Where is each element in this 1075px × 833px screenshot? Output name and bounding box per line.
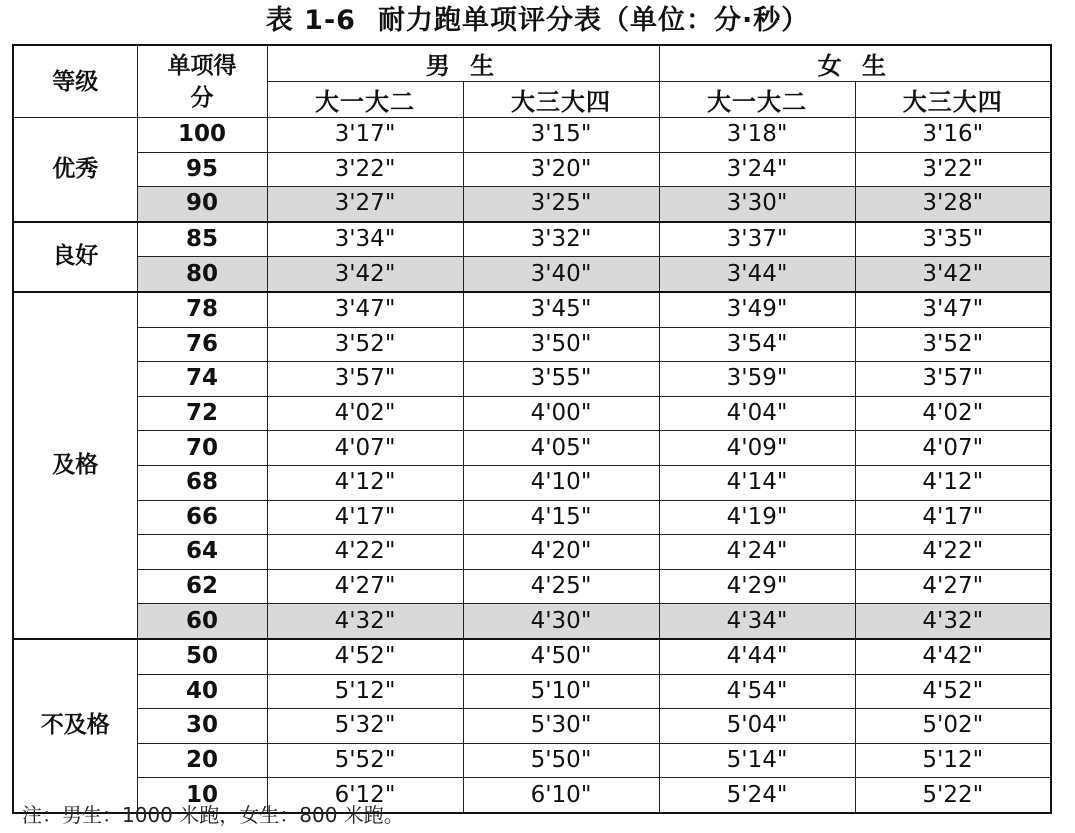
time-cell: 4'22" <box>267 535 463 570</box>
time-cell: 5'30" <box>463 709 659 744</box>
table-row <box>13 187 1051 222</box>
grade-cell: 及格 <box>13 292 137 639</box>
time-cell: 3'54" <box>659 327 855 362</box>
time-cell: 5'12" <box>855 743 1051 778</box>
time-cell: 5'24" <box>659 778 855 813</box>
table-row <box>13 465 1051 500</box>
score-cell: 66 <box>137 500 267 535</box>
table-row <box>13 674 1051 709</box>
time-cell: 3'32" <box>463 222 659 257</box>
header-male-year34: 大三大四 <box>463 82 659 118</box>
time-cell: 4'52" <box>855 674 1051 709</box>
time-cell: 3'47" <box>267 292 463 327</box>
time-cell: 3'52" <box>855 327 1051 362</box>
score-cell: 78 <box>137 292 267 327</box>
time-cell: 3'30" <box>659 187 855 222</box>
time-cell: 3'28" <box>855 187 1051 222</box>
score-cell: 85 <box>137 222 267 257</box>
table-body <box>13 118 1051 813</box>
time-cell: 4'19" <box>659 500 855 535</box>
time-cell: 3'20" <box>463 152 659 187</box>
time-cell: 4'15" <box>463 500 659 535</box>
time-cell: 4'12" <box>267 465 463 500</box>
time-cell: 4'04" <box>659 396 855 431</box>
score-cell: 40 <box>137 674 267 709</box>
score-cell: 30 <box>137 709 267 744</box>
time-cell: 4'12" <box>855 465 1051 500</box>
time-cell: 3'42" <box>855 257 1051 292</box>
time-cell: 4'32" <box>267 604 463 639</box>
time-cell: 3'57" <box>267 362 463 397</box>
time-cell: 3'15" <box>463 118 659 153</box>
time-cell: 4'24" <box>659 535 855 570</box>
table-row <box>13 118 1051 153</box>
time-cell: 6'12" <box>267 778 463 813</box>
time-cell: 3'49" <box>659 292 855 327</box>
score-cell: 95 <box>137 152 267 187</box>
table-row <box>13 222 1051 257</box>
time-cell: 4'22" <box>855 535 1051 570</box>
table-row <box>13 569 1051 604</box>
time-cell: 4'52" <box>267 639 463 674</box>
time-cell: 4'02" <box>267 396 463 431</box>
table-row <box>13 431 1051 466</box>
time-cell: 5'22" <box>855 778 1051 813</box>
table-header <box>13 45 1051 118</box>
table-caption: 耐力跑单项评分表（单位：分·秒） <box>377 5 810 36</box>
time-cell: 4'09" <box>659 431 855 466</box>
score-cell: 100 <box>137 118 267 153</box>
time-cell: 3'34" <box>267 222 463 257</box>
time-cell: 4'54" <box>659 674 855 709</box>
score-cell: 62 <box>137 569 267 604</box>
time-cell: 3'59" <box>659 362 855 397</box>
time-cell: 4'27" <box>267 569 463 604</box>
time-cell: 3'45" <box>463 292 659 327</box>
time-cell: 4'14" <box>659 465 855 500</box>
time-cell: 3'27" <box>267 187 463 222</box>
time-cell: 4'17" <box>855 500 1051 535</box>
time-cell: 5'02" <box>855 709 1051 744</box>
time-cell: 3'40" <box>463 257 659 292</box>
time-cell: 5'50" <box>463 743 659 778</box>
score-cell: 68 <box>137 465 267 500</box>
table-row <box>13 743 1051 778</box>
table-row <box>13 396 1051 431</box>
table-row <box>13 639 1051 674</box>
time-cell: 6'10" <box>463 778 659 813</box>
time-cell: 3'16" <box>855 118 1051 153</box>
time-cell: 5'04" <box>659 709 855 744</box>
time-cell: 3'37" <box>659 222 855 257</box>
score-table <box>12 44 1052 814</box>
header-female-year34: 大三大四 <box>855 82 1051 118</box>
score-cell: 76 <box>137 327 267 362</box>
time-cell: 4'07" <box>267 431 463 466</box>
time-cell: 4'42" <box>855 639 1051 674</box>
table-title <box>0 4 1075 38</box>
table-row <box>13 362 1051 397</box>
header-score-line1: 单项得 <box>167 52 237 79</box>
table-row <box>13 604 1051 639</box>
table-row <box>13 257 1051 292</box>
table-row <box>13 709 1051 744</box>
time-cell: 5'32" <box>267 709 463 744</box>
time-cell: 4'00" <box>463 396 659 431</box>
score-cell: 74 <box>137 362 267 397</box>
time-cell: 5'52" <box>267 743 463 778</box>
grade-cell: 优秀 <box>13 118 137 222</box>
score-cell: 20 <box>137 743 267 778</box>
time-cell: 4'10" <box>463 465 659 500</box>
time-cell: 5'14" <box>659 743 855 778</box>
table-row <box>13 500 1051 535</box>
header-score <box>137 45 267 118</box>
time-cell: 3'47" <box>855 292 1051 327</box>
header-female: 女 生 <box>659 45 1051 82</box>
score-cell: 70 <box>137 431 267 466</box>
time-cell: 4'25" <box>463 569 659 604</box>
time-cell: 5'12" <box>267 674 463 709</box>
score-cell: 80 <box>137 257 267 292</box>
table-row <box>13 152 1051 187</box>
time-cell: 4'29" <box>659 569 855 604</box>
time-cell: 4'05" <box>463 431 659 466</box>
time-cell: 3'22" <box>267 152 463 187</box>
header-score-line2: 分 <box>190 84 214 111</box>
header-female-year12: 大一大二 <box>659 82 855 118</box>
time-cell: 3'42" <box>267 257 463 292</box>
time-cell: 4'02" <box>855 396 1051 431</box>
score-cell: 60 <box>137 604 267 639</box>
time-cell: 4'44" <box>659 639 855 674</box>
time-cell: 4'07" <box>855 431 1051 466</box>
table-row <box>13 327 1051 362</box>
score-cell: 64 <box>137 535 267 570</box>
time-cell: 3'52" <box>267 327 463 362</box>
table-row <box>13 292 1051 327</box>
table-row <box>13 535 1051 570</box>
table-number: 表 1-6 <box>265 5 356 36</box>
score-cell: 72 <box>137 396 267 431</box>
time-cell: 3'17" <box>267 118 463 153</box>
time-cell: 4'34" <box>659 604 855 639</box>
score-cell: 50 <box>137 639 267 674</box>
header-male-year12: 大一大二 <box>267 82 463 118</box>
grade-cell: 良好 <box>13 222 137 292</box>
time-cell: 3'22" <box>855 152 1051 187</box>
time-cell: 4'50" <box>463 639 659 674</box>
time-cell: 4'17" <box>267 500 463 535</box>
time-cell: 3'50" <box>463 327 659 362</box>
score-cell: 10 <box>137 778 267 813</box>
time-cell: 5'10" <box>463 674 659 709</box>
time-cell: 4'32" <box>855 604 1051 639</box>
time-cell: 3'35" <box>855 222 1051 257</box>
time-cell: 3'18" <box>659 118 855 153</box>
time-cell: 3'24" <box>659 152 855 187</box>
grade-cell: 不及格 <box>13 639 137 813</box>
time-cell: 4'30" <box>463 604 659 639</box>
time-cell: 3'57" <box>855 362 1051 397</box>
footnote: 注：男生：1000 米跑，女生：800 米跑。 <box>22 803 404 827</box>
header-male: 男 生 <box>267 45 659 82</box>
time-cell: 4'20" <box>463 535 659 570</box>
header-grade: 等级 <box>13 45 137 118</box>
time-cell: 3'44" <box>659 257 855 292</box>
time-cell: 3'25" <box>463 187 659 222</box>
score-cell: 90 <box>137 187 267 222</box>
time-cell: 4'27" <box>855 569 1051 604</box>
time-cell: 3'55" <box>463 362 659 397</box>
